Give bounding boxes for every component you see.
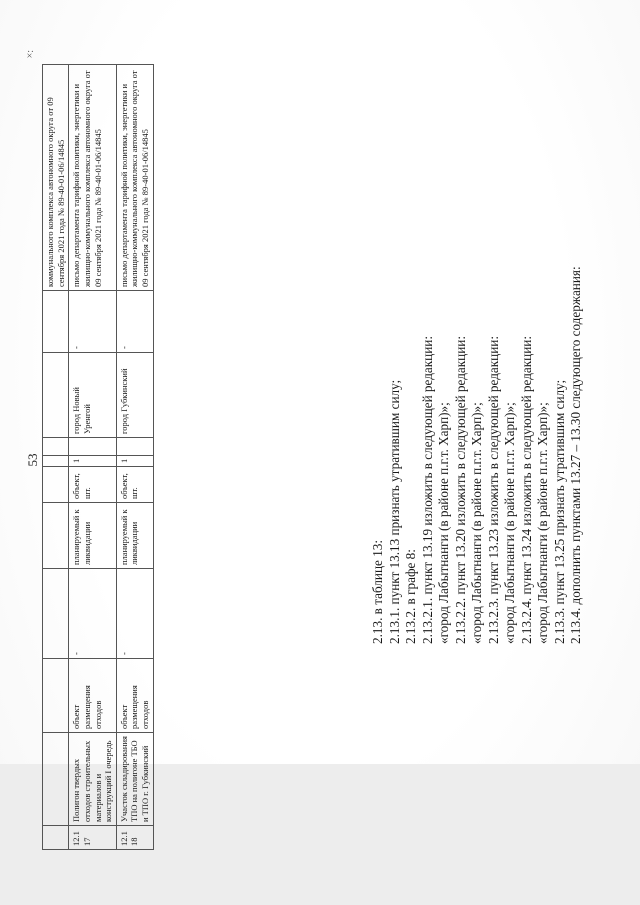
cell-row-number: 12.118: [116, 826, 153, 850]
amendment-line: «город Лабытнанги (в районе п.г.т. Харп)»;: [436, 402, 451, 644]
table-row: [69, 65, 117, 850]
cell-object-name: Полигон твердых отходов строительных материалов и конструкций I очередь: [69, 733, 117, 826]
amendment-line: 2.13.3. пункт 13.25 признать утратившим силу;: [551, 379, 567, 644]
page-number: 53: [25, 453, 40, 467]
cell-basis-document: письмо департамента тарифной политики, энергетики и жилищно-коммунального комплекса автономного округа от 09 сентября 2021 года № 89-40-01-06/14845: [116, 65, 153, 291]
cell-column-10: -: [116, 291, 153, 353]
cell-quantity: [43, 456, 69, 467]
amendment-line: «город Лабытнанги (в районе п.г.т. Харп)»;: [502, 402, 517, 644]
cell-column-8: [116, 438, 153, 456]
cell-column-4: [43, 569, 69, 659]
cell-column-8: [43, 438, 69, 456]
cell-object-status: планируемый к ликвидации: [69, 503, 117, 569]
amendment-line: 2.13.2.1. пункт 13.19 изложить в следующей редакции:: [419, 335, 435, 644]
corner-mark: ×:: [25, 50, 36, 59]
amendment-line: 2.13.2.2. пункт 13.20 изложить в следующей редакции:: [452, 335, 468, 644]
rotated-page: [20, 40, 620, 880]
table-row: [116, 65, 153, 850]
cell-quantity: 1: [116, 456, 153, 467]
cell-column-4: -: [69, 569, 117, 659]
cell-unit: объект, шт.: [69, 467, 117, 503]
cell-object-type: [43, 659, 69, 733]
cell-basis-document: письмо департамента тарифной политики, энергетики и жилищно-коммунального комплекса автономного округа от 09 сентября 2021 года № 89-40-01-06/14845: [69, 65, 117, 291]
amendment-line: 2.13. в таблице 13:: [370, 539, 385, 644]
cell-object-type: объект размещения отходов: [116, 659, 153, 733]
amendment-line: 2.13.2.4. пункт 13.24 изложить в следующей редакции:: [518, 335, 534, 644]
cell-column-10: -: [69, 291, 117, 353]
document-table: [42, 64, 154, 850]
cell-quantity: 1: [69, 456, 117, 467]
cell-object-name: [43, 733, 69, 826]
cell-object-type: объект размещения отходов: [69, 659, 117, 733]
cell-basis-document: коммунального комплекса автономного округа от 09 сентября 2021 года № 89-40-01-06/14845: [43, 65, 69, 291]
amendment-line: «город Лабытнанги (в районе п.г.т. Харп)»;: [469, 402, 484, 644]
amendment-list: [370, 64, 585, 644]
cell-column-8: [69, 438, 117, 456]
cell-unit: объект, шт.: [116, 467, 153, 503]
cell-object-status: [43, 503, 69, 569]
cell-location: город Новый Уренгой: [69, 353, 117, 438]
table-body: [43, 65, 154, 850]
cell-row-number: 12.117: [69, 826, 117, 850]
cell-unit: [43, 467, 69, 503]
cell-row-number: [43, 826, 69, 850]
amendment-line: «город Лабытнанги (в районе п.г.т. Харп)»;: [535, 402, 550, 644]
cell-object-name: Участок складирования ТПО на полигоне ТБО и ТПО г. Губкинский: [116, 733, 153, 826]
amendment-line: 2.13.4. дополнить пунктами 13.27 – 13.30 следующего содержания:: [568, 266, 583, 644]
cell-location: [43, 353, 69, 438]
cell-location: город Губкинский: [116, 353, 153, 438]
amendment-line: 2.13.2. в графе 8:: [403, 549, 418, 644]
cell-object-status: планируемый к ликвидации: [116, 503, 153, 569]
amendment-line: 2.13.2.3. пункт 13.23 изложить в следующей редакции:: [485, 335, 501, 644]
cell-column-4: -: [116, 569, 153, 659]
table-row: [43, 65, 69, 850]
amendment-line: 2.13.1. пункт 13.13 признать утратившим силу;: [386, 379, 402, 644]
cell-column-10: [43, 291, 69, 353]
